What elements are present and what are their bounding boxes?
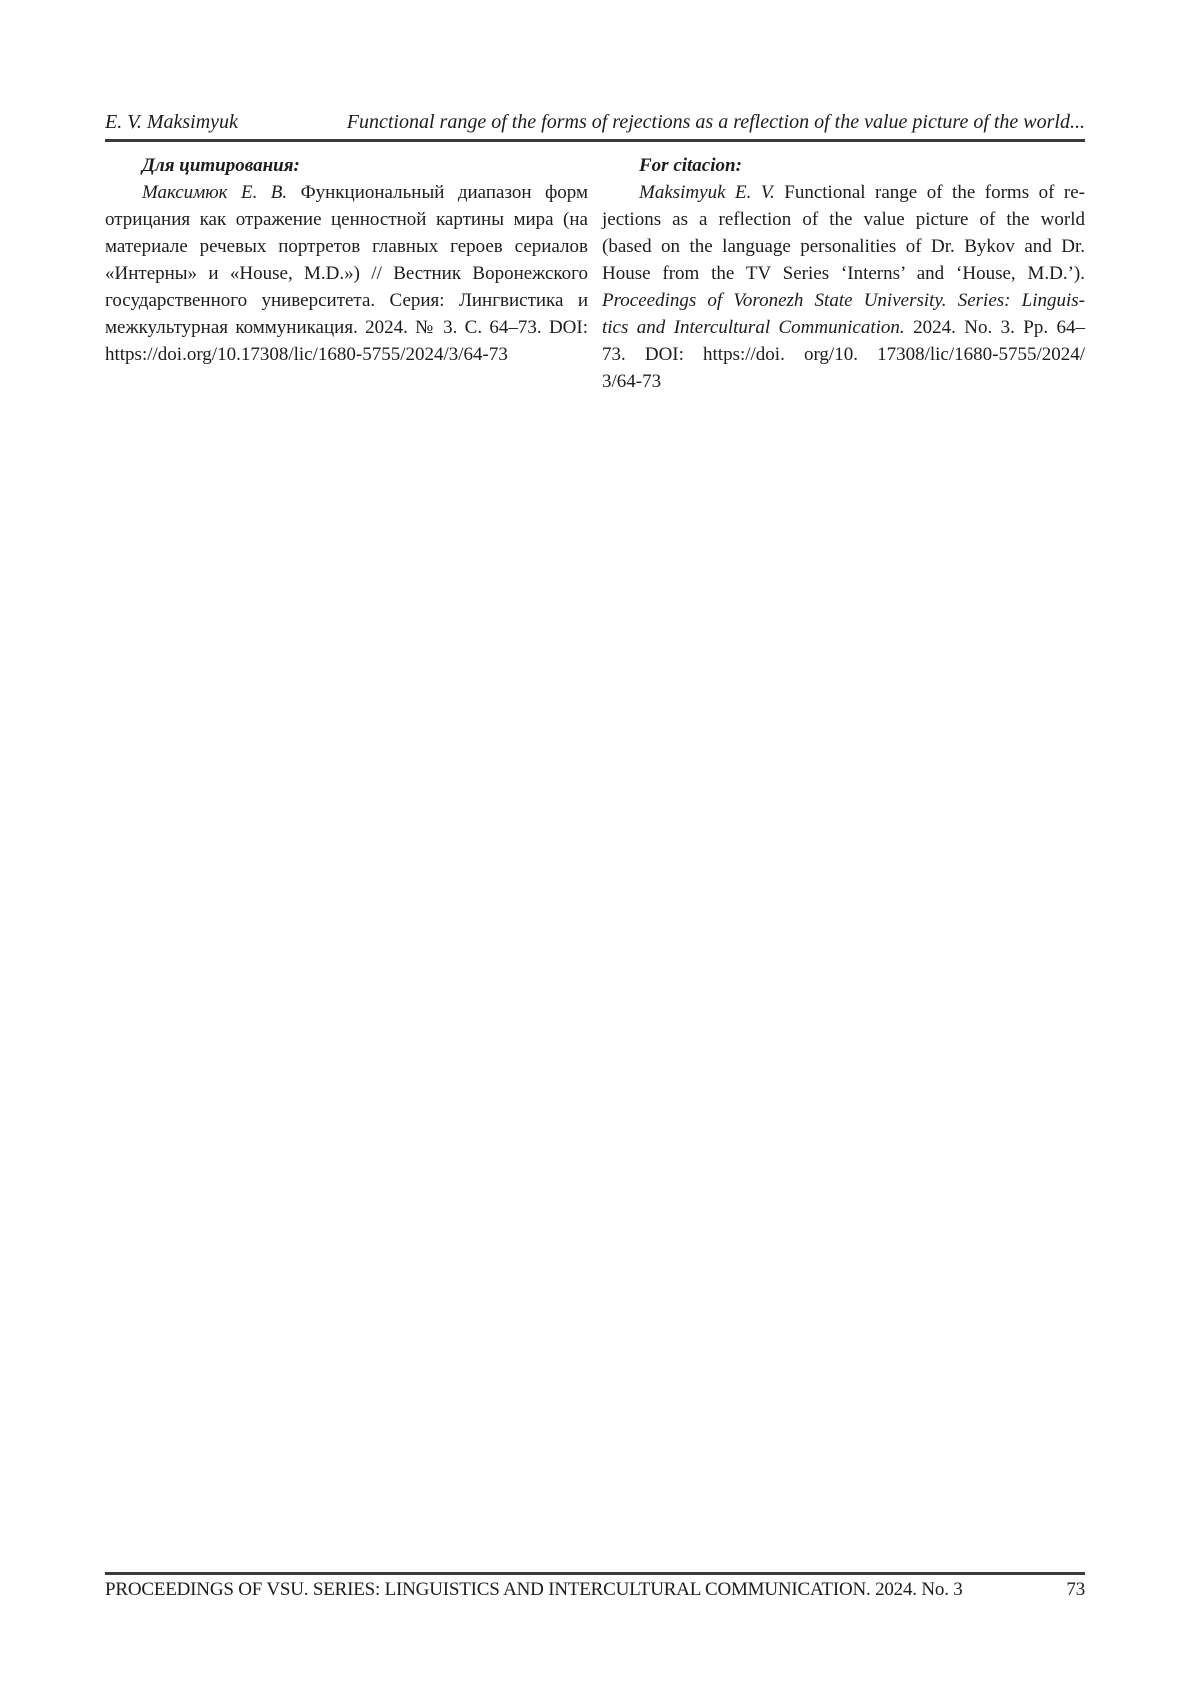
footer-rule — [105, 1572, 1085, 1575]
citation-segment: jections as a reflection of the value picture of the world — [602, 209, 1085, 230]
citation-line — [105, 314, 588, 341]
citation-segment: Функциональный диапазон форм — [287, 182, 588, 203]
citation-text-ru — [105, 179, 588, 368]
citation-columns — [105, 152, 1085, 395]
citation-line — [602, 179, 1085, 206]
citation-segment-italic: Максимюк Е. В. — [142, 182, 288, 203]
citation-segment: «Интерны» и «House, M.D.») // Вестник Воронежского — [105, 263, 588, 284]
citation-segment: отрицания как отражение ценностной картины мира (на — [105, 209, 588, 230]
citation-segment: (based on the language personalities of Dr. Bykov and Dr. — [602, 236, 1085, 257]
citation-text-en — [602, 179, 1085, 395]
citation-segment: межкультурная коммуникация. 2024. № 3. С. 64–73. DOI: — [105, 317, 588, 338]
citation-line — [602, 314, 1085, 341]
citation-heading-ru: Для цитирования: — [142, 155, 300, 176]
citation-line — [105, 179, 588, 206]
citation-line — [602, 206, 1085, 233]
citation-heading-en: For citacion: — [639, 155, 742, 176]
running-head-author: E. V. Maksimyuk — [105, 111, 238, 133]
citation-line — [105, 206, 588, 233]
citation-russian — [105, 152, 588, 395]
citation-line — [602, 341, 1085, 368]
citation-line — [602, 260, 1085, 287]
running-head — [105, 110, 1085, 134]
citation-segment-italic: tics and Intercultural Communication. — [602, 317, 905, 338]
citation-segment-italic: Proceedings of Voronezh State University. Series: Linguis- — [602, 290, 1085, 311]
citation-line — [105, 287, 588, 314]
citation-segment: Functional range of the forms of re- — [774, 182, 1085, 203]
citation-line — [602, 287, 1085, 314]
citation-segment: 3/64-73 — [602, 371, 662, 392]
citation-segment: 73. DOI: https://doi. org/10. 17308/lic/1680-5755/2024/ — [602, 344, 1085, 365]
citation-segment: House from the TV Series ‘Interns’ and ‘House, M.D.’). — [602, 263, 1085, 284]
citation-line — [105, 260, 588, 287]
citation-line — [105, 233, 588, 260]
citation-segment-italic: Maksimyuk E. V. — [639, 182, 775, 203]
citation-line — [105, 341, 588, 368]
citation-line — [602, 368, 1085, 395]
citation-segment: https://doi.org/10.17308/lic/1680-5755/2024/3/64-73 — [105, 344, 508, 365]
page-number: 73 — [1066, 1579, 1085, 1600]
citation-segment: государственного университета. Серия: Лингвистика и — [105, 290, 588, 311]
page-footer — [105, 1579, 1085, 1601]
header-rule — [105, 139, 1085, 142]
citation-line — [602, 233, 1085, 260]
citation-segment: 2024. No. 3. Pp. 64– — [904, 317, 1085, 338]
running-head-title: Functional range of the forms of rejections as a reflection of the value picture of the world... — [346, 111, 1085, 133]
citation-english — [602, 152, 1085, 395]
citation-segment: материале речевых портретов главных героев сериалов — [105, 236, 588, 257]
footer-journal-title: PROCEEDINGS OF VSU. SERIES: LINGUISTICS AND INTERCULTURAL COMMUNICATION. 2024. No. 3 — [105, 1579, 963, 1600]
